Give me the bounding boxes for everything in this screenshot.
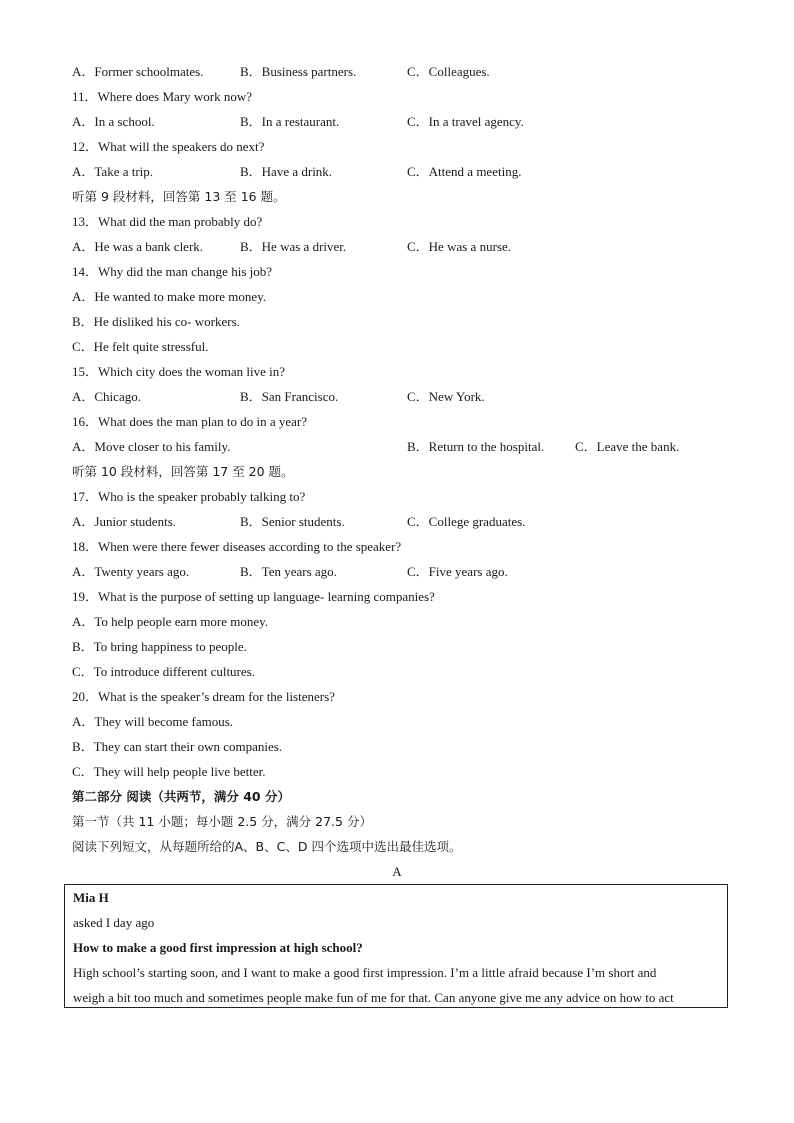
reading-instruction: 阅读下列短文，从每题所给的A、B、C、D 四个选项中选出最佳选项。 <box>72 839 462 854</box>
question-line: B．He disliked his co- workers. <box>72 314 240 329</box>
answer-option: A．He was a bank clerk. <box>72 239 204 254</box>
question-line: 14．Why did the man change his job? <box>72 264 273 279</box>
answer-option: B．He was a driver. <box>240 239 347 254</box>
question-line: C．They will help people live better. <box>72 764 266 779</box>
post-author: Mia H <box>73 890 109 905</box>
question-line: C．He felt quite stressful. <box>72 339 209 354</box>
question-line: 12．What will the speakers do next? <box>72 139 265 154</box>
question-line: C．To introduce different cultures. <box>72 664 255 679</box>
question-line: 20．What is the speaker’s dream for the listeners? <box>72 689 335 704</box>
answer-option: A．Chicago. <box>72 389 141 404</box>
answer-option: B．Senior students. <box>240 514 345 529</box>
answer-option: C．In a travel agency. <box>407 114 524 129</box>
question-line: B．They can start their own companies. <box>72 739 283 754</box>
question-line: 19．What is the purpose of setting up language- learning companies? <box>72 589 435 604</box>
question-line: A．They will become famous. <box>72 714 234 729</box>
question-line: 18．When were there fewer diseases according to the speaker? <box>72 539 402 554</box>
question-line: A．He wanted to make more money. <box>72 289 267 304</box>
answer-option: C．Leave the bank. <box>575 439 680 454</box>
post-question: How to make a good first impression at high school? <box>73 940 363 955</box>
answer-option: A．Twenty years ago. <box>72 564 190 579</box>
section-instruction: 听第 9 段材料，回答第 13 至 16 题。 <box>72 189 286 204</box>
question-line: 16．What does the man plan to do in a year? <box>72 414 308 429</box>
answer-option: A．Move closer to his family. <box>72 439 231 454</box>
answer-option: A．Former schoolmates. <box>72 64 204 79</box>
question-line: 11．Where does Mary work now? <box>72 89 253 104</box>
answer-option: C．He was a nurse. <box>407 239 511 254</box>
answer-option: C．Attend a meeting. <box>407 164 522 179</box>
answer-option: C．College graduates. <box>407 514 526 529</box>
question-line: 13．What did the man probably do? <box>72 214 263 229</box>
answer-option: B．San Francisco. <box>240 389 339 404</box>
question-line: 15．Which city does the woman live in? <box>72 364 286 379</box>
section-instruction: 听第 10 段材料，回答第 17 至 20 题。 <box>72 464 294 479</box>
question-line: A．To help people earn more money. <box>72 614 269 629</box>
answer-option: A．In a school. <box>72 114 155 129</box>
post-body-line-2: weigh a bit too much and sometimes people make fun of me for that. Can anyone give me any advice on how to act <box>73 990 674 1005</box>
part-two-title: 第二部分 阅读（共两节，满分 40 分） <box>72 789 290 804</box>
post-timestamp: asked I day ago <box>73 915 155 930</box>
answer-option: B．Business partners. <box>240 64 357 79</box>
section-one-title: 第一节（共 11 小题；每小题 2.5 分，满分 27.5 分） <box>72 814 372 829</box>
question-line: B．To bring happiness to people. <box>72 639 247 654</box>
answer-option: B．Have a drink. <box>240 164 333 179</box>
forum-post <box>64 884 728 1008</box>
answer-option: C．New York. <box>407 389 485 404</box>
answer-option: B．Ten years ago. <box>240 564 337 579</box>
answer-option: C．Colleagues. <box>407 64 490 79</box>
passage-label: A <box>392 864 402 879</box>
answer-option: A．Junior students. <box>72 514 177 529</box>
question-line: 17．Who is the speaker probably talking to? <box>72 489 306 504</box>
answer-option: C．Five years ago. <box>407 564 508 579</box>
answer-option: B．In a restaurant. <box>240 114 340 129</box>
post-body-line-1: High school’s starting soon, and I want to make a good first impression. I’m a little afraid because I’m short and <box>73 965 657 980</box>
answer-option: A．Take a trip. <box>72 164 154 179</box>
answer-option: B．Return to the hospital. <box>407 439 545 454</box>
